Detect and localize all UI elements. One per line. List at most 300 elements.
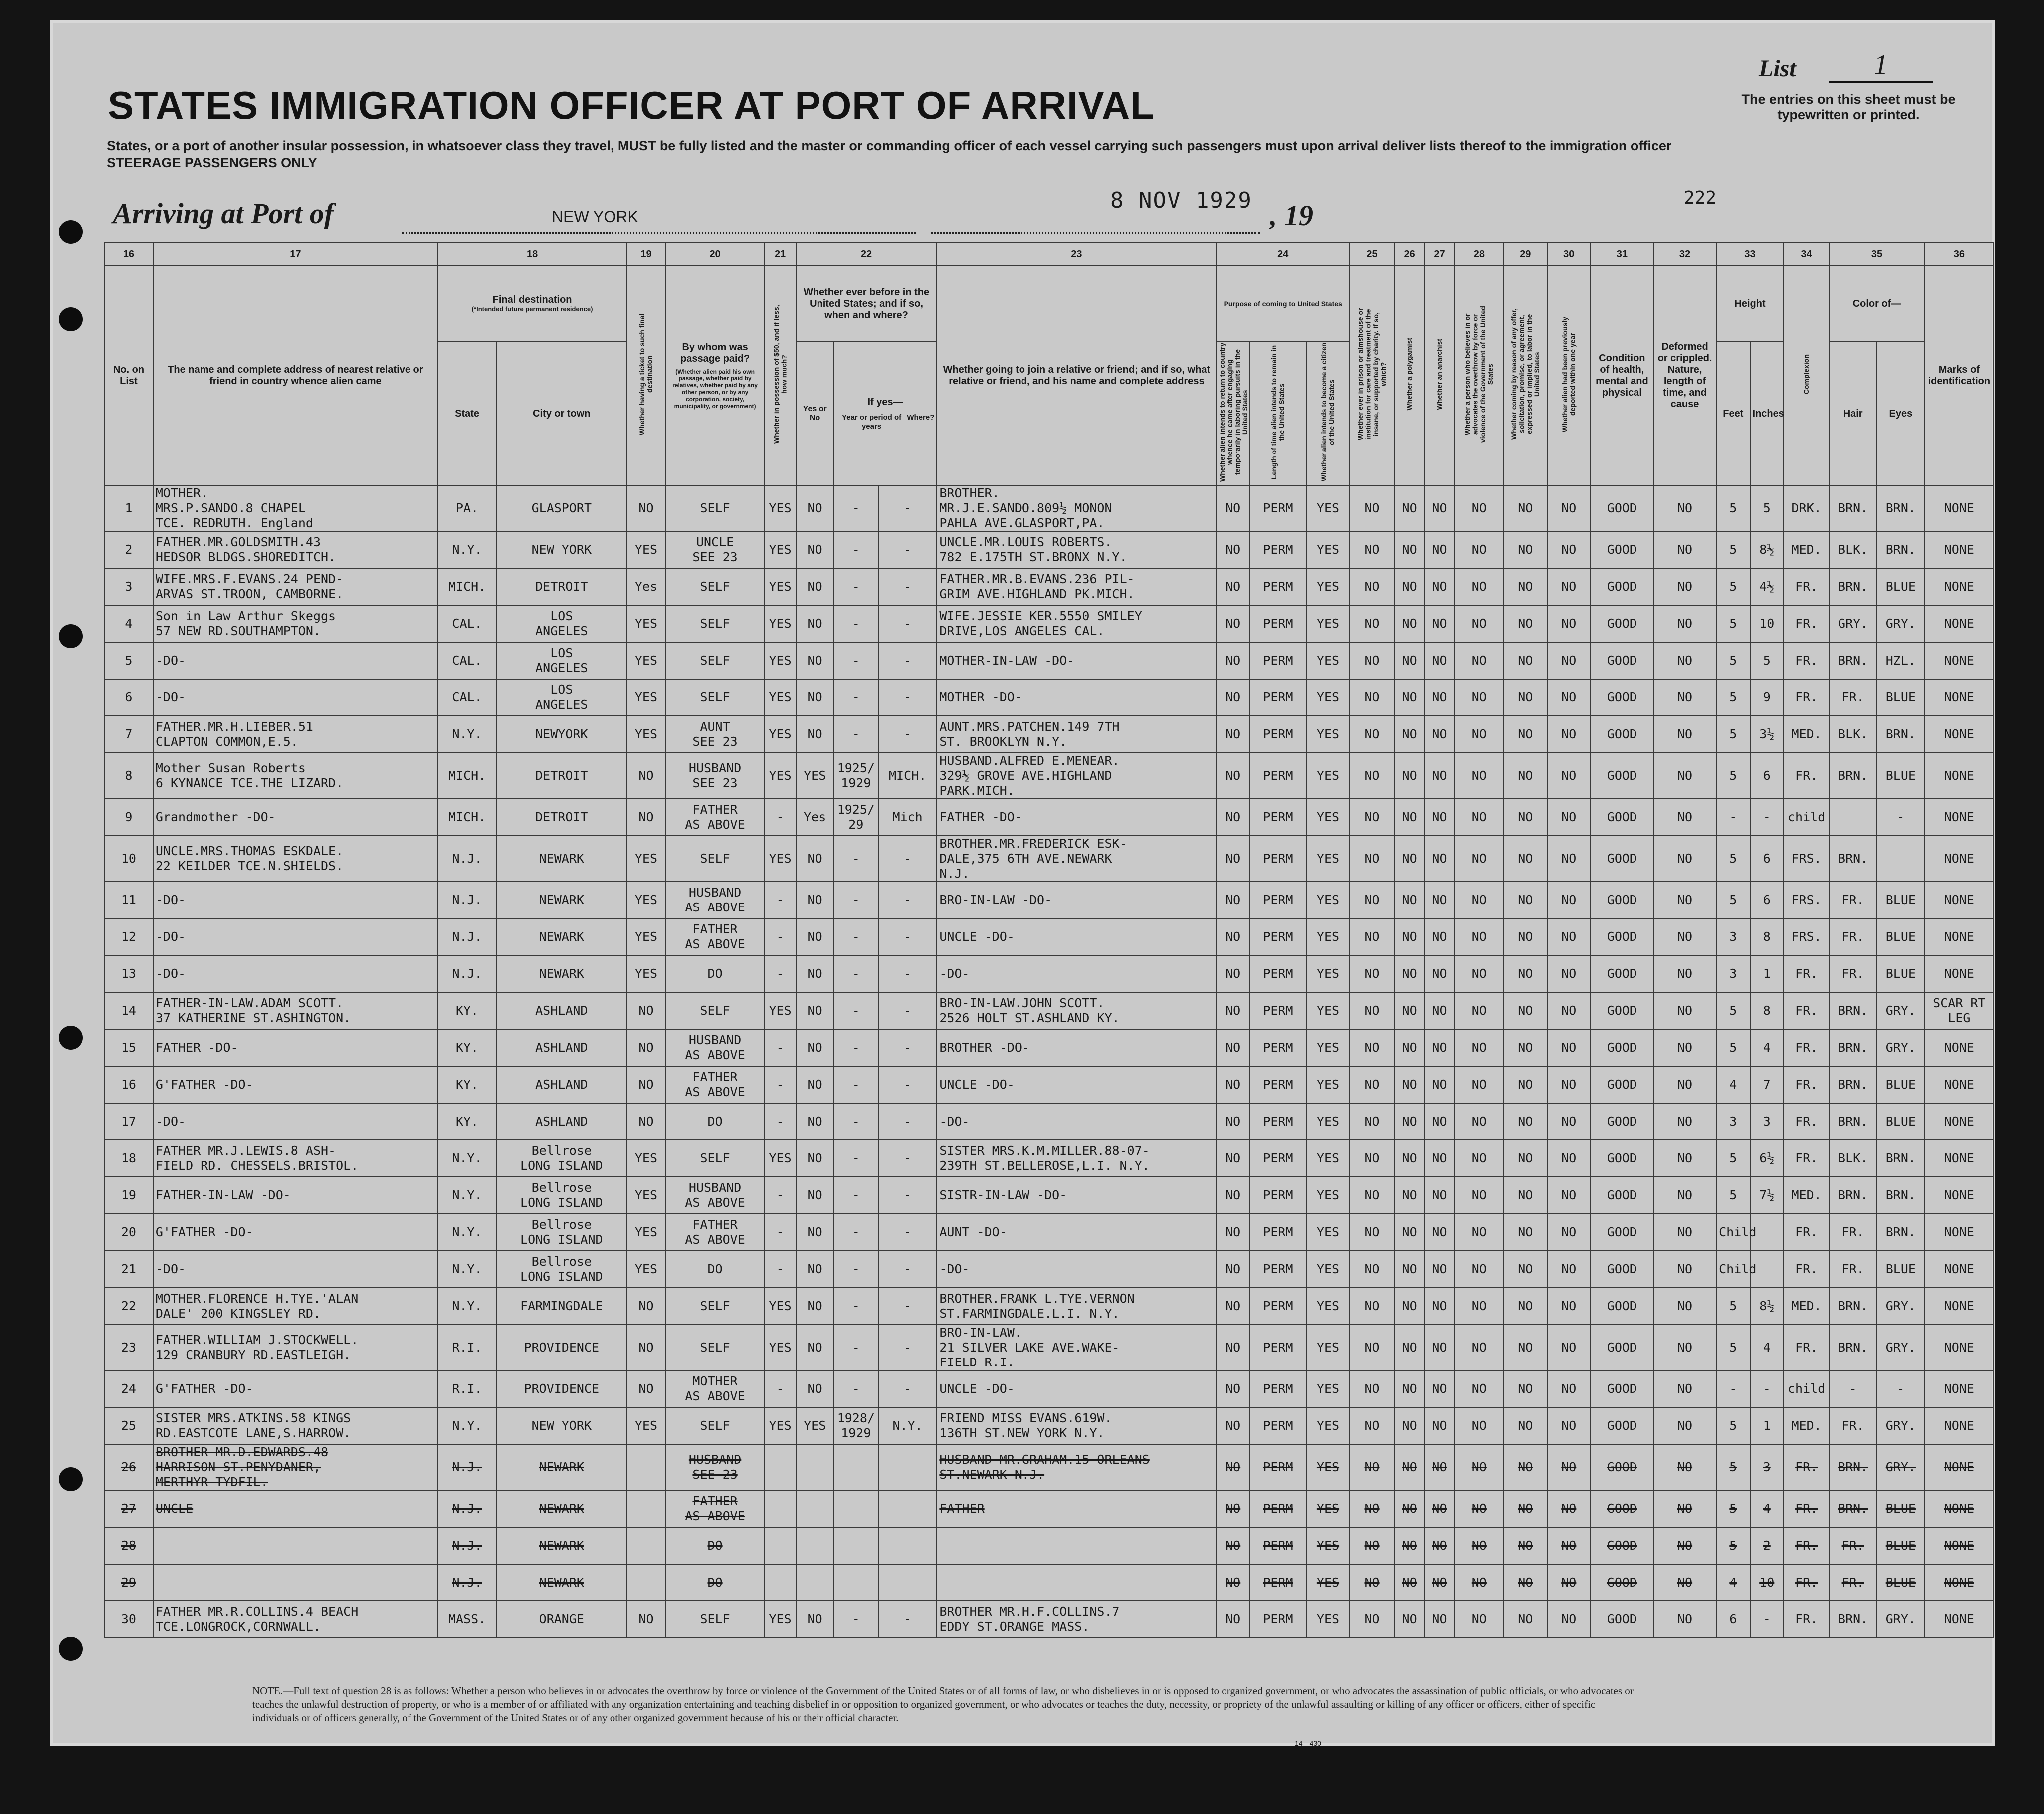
deformed-cell: NO [1653,1103,1716,1140]
anarchist-cell: NO [1425,568,1455,605]
health-cell: GOOD [1591,1066,1653,1103]
length-of-stay-cell: PERM [1250,1066,1306,1103]
column-number: 28 [1455,243,1504,266]
destination-state-cell: PA. [438,485,496,531]
eye-color-cell: BLUE [1877,1066,1925,1103]
height-feet-cell: 5 [1716,1325,1750,1370]
table-row [104,605,1994,642]
citizen-intent-cell: YES [1306,1140,1350,1177]
visit-years-cell: - [834,836,878,882]
prison-cell: NO [1350,1325,1394,1370]
labor-offer-cell: NO [1504,836,1547,882]
deformed-cell: NO [1653,1251,1716,1288]
complexion-cell: FR. [1784,1490,1829,1527]
money-cell: - [765,1370,796,1407]
length-of-stay-cell: PERM [1250,918,1306,955]
table-row [104,1370,1994,1407]
port-name: NEW YORK [552,208,638,226]
marks-cell: NONE [1925,1177,1994,1214]
destination-city-cell: NEW YORK [496,1407,626,1444]
deported-cell: NO [1547,955,1591,992]
eye-color-cell: BLUE [1877,1527,1925,1564]
citizen-intent-cell: YES [1306,1103,1350,1140]
health-cell: GOOD [1591,1601,1653,1638]
passage-paid-cell: HUSBAND AS ABOVE [666,882,765,918]
question-28-cell: NO [1455,1407,1504,1444]
citizen-intent-cell: YES [1306,1325,1350,1370]
prison-cell: NO [1350,955,1394,992]
complexion-cell: MED. [1784,1288,1829,1325]
anarchist-cell: NO [1425,1370,1455,1407]
question-28-cell: NO [1455,955,1504,992]
ticket-cell: NO [626,485,665,531]
deformed-cell: NO [1653,1214,1716,1251]
polygamist-cell: NO [1394,1251,1425,1288]
height-feet-cell: 5 [1716,605,1750,642]
passage-paid-cell: HUSBAND SEE 23 [666,753,765,799]
nearest-relative-cell: FATHER.MR.GOLDSMITH.43 HEDSOR BLDGS.SHOREDITCH. [153,531,438,568]
column-number: 27 [1425,243,1455,266]
height-inches-cell: 2 [1750,1527,1784,1564]
labor-offer-cell: NO [1504,992,1547,1029]
anarchist-cell: NO [1425,836,1455,882]
labor-offer-cell: NO [1504,1370,1547,1407]
list-number: 1 [1829,49,1933,83]
prison-cell: NO [1350,1251,1394,1288]
ticket-cell [626,1490,665,1527]
eye-color-cell: GRY. [1877,1325,1925,1370]
visit-years-cell: - [834,1029,878,1066]
height-inches-cell: 4 [1750,1029,1784,1066]
polygamist-cell: NO [1394,716,1425,753]
destination-city-cell: ASHLAND [496,1029,626,1066]
previous-visit-cell: NO [796,992,834,1029]
polygamist-cell: NO [1394,1214,1425,1251]
visit-where-cell [878,1527,937,1564]
passage-paid-cell: DO [666,1103,765,1140]
health-cell: GOOD [1591,1251,1653,1288]
prison-cell: NO [1350,1214,1394,1251]
question-28-cell: NO [1455,1527,1504,1564]
column-number: 23 [937,243,1216,266]
prison-cell: NO [1350,642,1394,679]
previous-visit-cell: NO [796,716,834,753]
list-number-cell: 3 [104,568,153,605]
destination-city-cell: NEWARK [496,1564,626,1601]
ticket-cell: YES [626,679,665,716]
previous-visit-cell: NO [796,485,834,531]
height-inches-cell: 3 [1750,1444,1784,1490]
length-of-stay-cell: PERM [1250,1490,1306,1527]
ticket-cell: NO [626,1066,665,1103]
prison-cell: NO [1350,716,1394,753]
header-passage-paid [666,266,765,485]
deported-cell: NO [1547,1490,1591,1527]
length-of-stay-cell: PERM [1250,1140,1306,1177]
polygamist-cell: NO [1394,955,1425,992]
visit-years-cell: - [834,1066,878,1103]
visit-where-cell: - [878,679,937,716]
deported-cell: NO [1547,1251,1591,1288]
money-cell [765,1490,796,1527]
ticket-cell: YES [626,836,665,882]
destination-state-cell: N.Y. [438,1288,496,1325]
arrival-date: 8 NOV 1929 [1110,188,1252,213]
deported-cell: NO [1547,642,1591,679]
prison-cell: NO [1350,799,1394,836]
ticket-cell: YES [626,716,665,753]
binder-hole [59,1467,83,1491]
visit-where-cell: - [878,1103,937,1140]
height-inches-cell: 7 [1750,1066,1784,1103]
citizen-intent-cell: YES [1306,679,1350,716]
citizen-intent-cell: YES [1306,799,1350,836]
visit-years-cell: - [834,992,878,1029]
list-number-cell: 28 [104,1527,153,1564]
destination-state-cell: CAL. [438,679,496,716]
return-intent-cell: NO [1216,605,1249,642]
citizen-intent-cell: YES [1306,1066,1350,1103]
deformed-cell: NO [1653,716,1716,753]
passage-paid-cell: MOTHER AS ABOVE [666,1370,765,1407]
list-number-cell: 11 [104,882,153,918]
anarchist-cell: NO [1425,918,1455,955]
anarchist-cell: NO [1425,1214,1455,1251]
prison-cell: NO [1350,1490,1394,1527]
height-feet-cell: 5 [1716,642,1750,679]
eye-color-cell: BLUE [1877,1490,1925,1527]
anarchist-cell: NO [1425,1564,1455,1601]
deformed-cell: NO [1653,1370,1716,1407]
deported-cell: NO [1547,679,1591,716]
marks-cell: NONE [1925,1103,1994,1140]
nearest-relative-cell [153,1564,438,1601]
prison-cell: NO [1350,1444,1394,1490]
return-intent-cell: NO [1216,1251,1249,1288]
header-polygamist: Whether a polygamist [1394,266,1425,485]
citizen-intent-cell: YES [1306,1444,1350,1490]
column-number: 30 [1547,243,1591,266]
anarchist-cell: NO [1425,955,1455,992]
header-feet: Feet [1716,342,1750,485]
deported-cell: NO [1547,1103,1591,1140]
visit-where-cell: - [878,642,937,679]
list-number-cell: 13 [104,955,153,992]
polygamist-cell: NO [1394,1564,1425,1601]
list-number-cell: 18 [104,1140,153,1177]
hair-color-cell: BRN. [1829,992,1877,1029]
column-number: 24 [1216,243,1350,266]
nearest-relative-cell: SISTER MRS.ATKINS.58 KINGS RD.EASTCOTE LANE,S.HARROW. [153,1407,438,1444]
complexion-cell: FR. [1784,1140,1829,1177]
sheet-number: 222 [1684,188,1717,208]
header-return-intent: Whether alien intends to return to country whence he came after engaging temporarily in laboring pursuits in the United States [1216,342,1249,485]
height-inches-cell: 8 [1750,918,1784,955]
labor-offer-cell: NO [1504,1140,1547,1177]
entries-note: The entries on this sheet must be typewritten or printed. [1741,92,1956,123]
header-length-of-stay: Length of time alien intends to remain in the United States [1250,342,1306,485]
length-of-stay-cell: PERM [1250,1601,1306,1638]
visit-where-cell: - [878,1325,937,1370]
instruction-line: STEERAGE PASSENGERS ONLY [107,155,317,170]
marks-cell: NONE [1925,1029,1994,1066]
table-row [104,1490,1994,1527]
table-row [104,485,1994,531]
nearest-relative-cell: -DO- [153,679,438,716]
header-if-yes [834,342,937,485]
prison-cell: NO [1350,568,1394,605]
citizen-intent-cell: YES [1306,642,1350,679]
destination-city-cell: NEWYORK [496,716,626,753]
question-28-cell: NO [1455,1066,1504,1103]
money-cell: - [765,1029,796,1066]
citizen-intent-cell: YES [1306,531,1350,568]
money-cell: YES [765,1288,796,1325]
complexion-cell: FRS. [1784,918,1829,955]
deformed-cell: NO [1653,1066,1716,1103]
destination-state-cell: N.J. [438,1564,496,1601]
deported-cell: NO [1547,799,1591,836]
destination-state-cell: N.J. [438,918,496,955]
hair-color-cell: BRN. [1829,1066,1877,1103]
visit-years-cell: 1928/ 1929 [834,1407,878,1444]
question-28-cell: NO [1455,568,1504,605]
list-number-cell: 21 [104,1251,153,1288]
labor-offer-cell: NO [1504,918,1547,955]
height-feet-cell: 5 [1716,1140,1750,1177]
nearest-relative-cell: FATHER MR.J.LEWIS.8 ASH- FIELD RD. CHESSELS.BRISTOL. [153,1140,438,1177]
length-of-stay-cell: PERM [1250,1407,1306,1444]
nearest-relative-cell: FATHER.WILLIAM J.STOCKWELL. 129 CRANBURY RD.EASTLEIGH. [153,1325,438,1370]
length-of-stay-cell: PERM [1250,1325,1306,1370]
passage-paid-cell: SELF [666,1288,765,1325]
visit-years-cell [834,1444,878,1490]
complexion-cell: FR. [1784,605,1829,642]
list-number-cell: 23 [104,1325,153,1370]
deformed-cell: NO [1653,955,1716,992]
height-inches-cell: 10 [1750,1564,1784,1601]
eye-color-cell: GRY. [1877,1444,1925,1490]
joining-cell: MOTHER -DO- [937,679,1216,716]
visit-years-cell: - [834,1103,878,1140]
prison-cell: NO [1350,992,1394,1029]
health-cell: GOOD [1591,1029,1653,1066]
question-28-cell: NO [1455,1177,1504,1214]
height-inches-cell: 6 [1750,753,1784,799]
complexion-cell: MED. [1784,1407,1829,1444]
passage-paid-cell: FATHER AS ABOVE [666,799,765,836]
deported-cell: NO [1547,1370,1591,1407]
height-feet-cell: 5 [1716,1288,1750,1325]
list-number-cell: 29 [104,1564,153,1601]
polygamist-cell: NO [1394,642,1425,679]
visit-years-cell: - [834,716,878,753]
question-28-cell: NO [1455,753,1504,799]
anarchist-cell: NO [1425,882,1455,918]
previous-visit-cell: NO [796,568,834,605]
visit-years-cell: - [834,1251,878,1288]
health-cell: GOOD [1591,1325,1653,1370]
hair-color-cell: BRN. [1829,1177,1877,1214]
citizen-intent-cell: YES [1306,716,1350,753]
height-inches-cell: 9 [1750,679,1784,716]
destination-state-cell: N.Y. [438,716,496,753]
marks-cell: NONE [1925,1288,1994,1325]
previous-visit-cell: NO [796,1288,834,1325]
anarchist-cell: NO [1425,1288,1455,1325]
height-inches-cell: 4½ [1750,568,1784,605]
anarchist-cell: NO [1425,1490,1455,1527]
marks-cell: NONE [1925,485,1994,531]
hair-color-cell: FR. [1829,955,1877,992]
question-28-cell: NO [1455,1370,1504,1407]
eye-color-cell: GRY. [1877,992,1925,1029]
length-of-stay-cell: PERM [1250,1214,1306,1251]
visit-years-cell: - [834,1325,878,1370]
hair-color-cell: BLK. [1829,1140,1877,1177]
header-height: Height [1716,266,1784,342]
hair-color-cell: BLK. [1829,716,1877,753]
polygamist-cell: NO [1394,882,1425,918]
anarchist-cell: NO [1425,1140,1455,1177]
destination-state-cell: R.I. [438,1325,496,1370]
height-inches-cell: 5 [1750,642,1784,679]
height-feet-cell: 5 [1716,1029,1750,1066]
citizen-intent-cell: YES [1306,992,1350,1029]
complexion-cell: FR. [1784,992,1829,1029]
complexion-cell: FR. [1784,679,1829,716]
previous-visit-cell [796,1490,834,1527]
prison-cell: NO [1350,918,1394,955]
deported-cell: NO [1547,1407,1591,1444]
nearest-relative-cell: MOTHER.FLORENCE H.TYE.'ALAN DALE' 200 KINGSLEY RD. [153,1288,438,1325]
money-cell: - [765,1251,796,1288]
length-of-stay-cell: PERM [1250,531,1306,568]
previous-visit-cell [796,1444,834,1490]
hair-color-cell: BRN. [1829,1490,1877,1527]
prison-cell: NO [1350,1066,1394,1103]
nearest-relative-cell: -DO- [153,918,438,955]
joining-cell: MOTHER-IN-LAW -DO- [937,642,1216,679]
visit-where-cell: - [878,955,937,992]
health-cell: GOOD [1591,918,1653,955]
destination-state-cell: KY. [438,992,496,1029]
money-cell: - [765,1214,796,1251]
header-eyes: Eyes [1877,342,1925,485]
marks-cell: NONE [1925,679,1994,716]
hair-color-cell: - [1829,1370,1877,1407]
money-cell: YES [765,605,796,642]
header-if-yes-label: If yes— [867,397,903,408]
labor-offer-cell: NO [1504,605,1547,642]
health-cell: GOOD [1591,753,1653,799]
deported-cell: NO [1547,485,1591,531]
eye-color-cell: HZL. [1877,642,1925,679]
nearest-relative-cell: BROTHER MR.D.EDWARDS.48 HARRISON ST.PENYDANER, MERTHYR TYDFIL. [153,1444,438,1490]
hair-color-cell: FR. [1829,679,1877,716]
height-feet-cell: 3 [1716,1103,1750,1140]
header-inches: Inches [1750,342,1784,485]
health-cell: GOOD [1591,1527,1653,1564]
table-row [104,679,1994,716]
length-of-stay-cell: PERM [1250,605,1306,642]
polygamist-cell: NO [1394,1177,1425,1214]
header-joining: Whether going to join a relative or friend; and if so, what relative or friend, and his name and complete address [937,266,1216,485]
list-number-cell: 17 [104,1103,153,1140]
destination-state-cell: MICH. [438,799,496,836]
ticket-cell: YES [626,531,665,568]
return-intent-cell: NO [1216,992,1249,1029]
list-number-cell: 5 [104,642,153,679]
length-of-stay-cell: PERM [1250,679,1306,716]
destination-city-cell: LOS ANGELES [496,605,626,642]
previous-visit-cell: YES [796,1407,834,1444]
length-of-stay-cell: PERM [1250,1103,1306,1140]
previous-visit-cell: NO [796,882,834,918]
complexion-cell: DRK. [1784,485,1829,531]
citizen-intent-cell: YES [1306,568,1350,605]
header-list-number: No. on List [104,266,153,485]
money-cell: YES [765,1325,796,1370]
anarchist-cell: NO [1425,1444,1455,1490]
destination-city-cell: ASHLAND [496,992,626,1029]
deformed-cell: NO [1653,836,1716,882]
ticket-cell: NO [626,1325,665,1370]
previous-visit-cell: NO [796,918,834,955]
money-cell: YES [765,531,796,568]
citizen-intent-cell: YES [1306,1370,1350,1407]
hair-color-cell: BRN. [1829,1288,1877,1325]
height-feet-cell: 5 [1716,679,1750,716]
destination-city-cell: Bellrose LONG ISLAND [496,1140,626,1177]
question-28-cell: NO [1455,642,1504,679]
header-ticket: Whether having a ticket to such final destination [626,266,665,485]
deported-cell: NO [1547,882,1591,918]
labor-offer-cell: NO [1504,485,1547,531]
table-row [104,1407,1994,1444]
visit-years-cell: - [834,1370,878,1407]
nearest-relative-cell: FATHER -DO- [153,1029,438,1066]
complexion-cell: MED. [1784,531,1829,568]
table-row [104,1066,1994,1103]
anarchist-cell: NO [1425,605,1455,642]
joining-cell: AUNT.MRS.PATCHEN.149 7TH ST. BROOKLYN N.Y. [937,716,1216,753]
labor-offer-cell: NO [1504,753,1547,799]
visit-where-cell: - [878,1601,937,1638]
nearest-relative-cell: FATHER MR.R.COLLINS.4 BEACH TCE.LONGROCK,CORNWALL. [153,1601,438,1638]
height-feet-cell: 5 [1716,992,1750,1029]
marks-cell: NONE [1925,1251,1994,1288]
citizen-intent-cell: YES [1306,1177,1350,1214]
height-feet-cell: 3 [1716,918,1750,955]
health-cell: GOOD [1591,1288,1653,1325]
table-row [104,1214,1994,1251]
destination-city-cell: NEWARK [496,1490,626,1527]
health-cell: GOOD [1591,1564,1653,1601]
prison-cell: NO [1350,1177,1394,1214]
hair-color-cell: BRN. [1829,568,1877,605]
table-row [104,1444,1994,1490]
visit-years-cell: - [834,679,878,716]
marks-cell: NONE [1925,1214,1994,1251]
previous-visit-cell: NO [796,531,834,568]
ticket-cell: NO [626,1601,665,1638]
column-number: 25 [1350,243,1394,266]
ticket-cell: YES [626,955,665,992]
list-number-cell: 26 [104,1444,153,1490]
polygamist-cell: NO [1394,679,1425,716]
nearest-relative-cell: -DO- [153,1103,438,1140]
